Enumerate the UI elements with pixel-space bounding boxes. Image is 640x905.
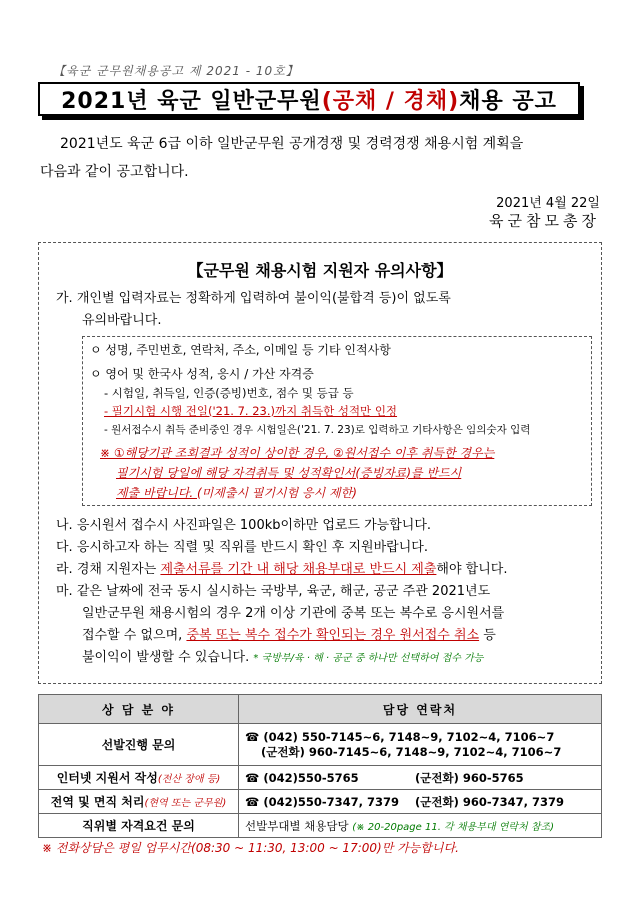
contact-phone-line1: 선발부대별 채용담당	[245, 818, 353, 833]
contact-area: 선발진행 문의	[39, 724, 239, 766]
contact-area-note: (현역 또는 군무원)	[144, 798, 227, 809]
table-row	[39, 814, 602, 838]
notice-item-ma-line3c: 등	[479, 628, 496, 643]
box-warning-3a: 제출 바랍니다.	[116, 486, 197, 500]
notice-item-na: 나. 응시원서 접수시 사진파일은 100kb이하만 업로드 가능합니다.	[56, 518, 432, 533]
contact-header-phone: 담당 연락처	[239, 695, 602, 724]
notice-item-ma-line3b: 중복 또는 복수 접수가 확인되는 경우 원서접수 취소	[186, 628, 480, 643]
notice-item-ma-line2: 일반군무원 채용시험의 경우 2개 이상 기관에 중복 또는 복수로 응시원서를	[82, 606, 505, 621]
title-part2: 채용 공고	[459, 88, 557, 114]
contact-area-label: 전역 및 면직 처리	[50, 795, 145, 809]
contact-phone-line1: ☎ (042)550-7347, 7379	[245, 794, 400, 809]
notice-item-ma-line1: 마. 같은 날짜에 전국 동시 실시하는 국방부, 육군, 해군, 공군 주관 2021년도	[56, 584, 491, 599]
table-row	[39, 766, 602, 790]
notice-item-ma-line4-text: 불이익이 발생할 수 있습니다.	[82, 650, 254, 665]
contact-phone-line2: (군전화) 960-7145~6, 7148~9, 7102~4, 7106~7	[261, 744, 562, 759]
notice-item-ga-line2: 유의바랍니다.	[82, 313, 162, 328]
contact-phone-note: (※ 20-20page 11. 각 채용부대 연락처 참조)	[352, 821, 555, 833]
contact-phone-line2: (군전화) 960-7347, 7379	[415, 794, 565, 809]
box-warning-1: ※ ①해당기관 조회결과 성적이 상이한 경우, ②원서접수 이후 취득한 경우는	[100, 446, 495, 460]
notice-item-ga-line1: 가. 개인별 입력자료는 정확하게 입력하여 불이익(불합격 등)이 없도록	[56, 291, 451, 306]
box-warning-2: 필기시험 당일에 해당 자격취득 및 성적확인서(증빙자료)를 반드시	[116, 466, 462, 480]
table-row	[39, 724, 602, 766]
contact-phone	[239, 766, 602, 790]
contact-phone	[239, 790, 602, 814]
notice-heading: 【군무원 채용시험 지원자 유의사항】	[187, 261, 453, 280]
phone-hours-note: ※ 전화상담은 평일 업무시간(08:30 ~ 11:30, 13:00 ~ 17:00)만 가능합니다.	[42, 841, 459, 855]
notice-item-ra-c: 해야 합니다.	[436, 562, 508, 577]
notice-item-ma-line3	[82, 625, 496, 647]
notice-number: 【육군 군무원채용공고 제 2021 - 10호】	[53, 64, 299, 78]
contact-area-note: (전산 장애 등)	[157, 774, 221, 785]
notice-item-da: 다. 응시하고자 하는 직렬 및 직위를 반드시 확인 후 지원바랍니다.	[56, 540, 428, 555]
notice-item-ma-line3a: 접수할 수 없으며,	[82, 628, 187, 643]
contact-phone-line1: ☎ (042) 550-7145~6, 7148~9, 7102~4, 7106~7	[245, 729, 555, 744]
box-sub-1: - 시험일, 취득일, 인증(증빙)번호, 점수 및 등급 등	[104, 386, 354, 400]
box-sub-3: - 원서접수시 취득 준비중인 경우 시험일은('21. 7. 23)로 입력하고 기타사항은 임의숫자 입력	[104, 424, 531, 436]
title-highlight: (공채 / 경채)	[321, 88, 460, 114]
notice-item-ra-b: 제출서류를 기간 내 해당 채용부대로 반드시 제출	[160, 562, 437, 577]
issuing-organization: 육군참모총장	[489, 212, 600, 230]
box-bullet-1: ㅇ 성명, 주민번호, 연락처, 주소, 이메일 등 기타 인적사항	[90, 343, 391, 357]
box-warning-3b: (미제출시 필기시험 응시 제한)	[197, 486, 357, 500]
title-part1: 2021년 육군 일반군무원	[61, 88, 322, 114]
intro-line2: 다음과 같이 공고합니다.	[40, 164, 189, 180]
contact-phone-line2: (군전화) 960-5765	[415, 770, 524, 785]
notice-item-ma-note: * 국방부/육 · 해 · 공군 중 하나만 선택하여 접수 가능	[253, 653, 484, 664]
contact-phone-line1: ☎ (042)550-5765	[245, 770, 359, 785]
contact-area	[39, 790, 239, 814]
box-bullet-2: ㅇ 영어 및 한국사 성적, 응시 / 가산 자격증	[90, 367, 314, 381]
intro-line1: 2021년도 육군 6급 이하 일반군무원 공개경쟁 및 경력경쟁 채용시험 계획을	[60, 136, 524, 152]
announcement-date: 2021년 4월 22일	[496, 196, 600, 211]
contact-area	[39, 766, 239, 790]
contact-area-label: 인터넷 지원서 작성	[56, 771, 158, 785]
contact-table	[38, 694, 602, 838]
contact-phone	[239, 814, 602, 838]
box-warning-3	[116, 484, 357, 502]
contact-header-area: 상 담 분 야	[39, 695, 239, 724]
contact-header-row	[39, 695, 602, 724]
page-title	[38, 82, 580, 116]
contact-area: 직위별 자격요건 문의	[39, 814, 239, 838]
notice-item-ra	[56, 559, 507, 581]
notice-item-ra-a: 라. 경채 지원자는	[56, 562, 161, 577]
box-sub-2: - 필기시험 시행 전일('21. 7. 23.)까지 취득한 성적만 인정	[104, 404, 398, 418]
table-row	[39, 790, 602, 814]
notice-item-ma-line4	[82, 647, 483, 670]
contact-phone	[239, 724, 602, 766]
